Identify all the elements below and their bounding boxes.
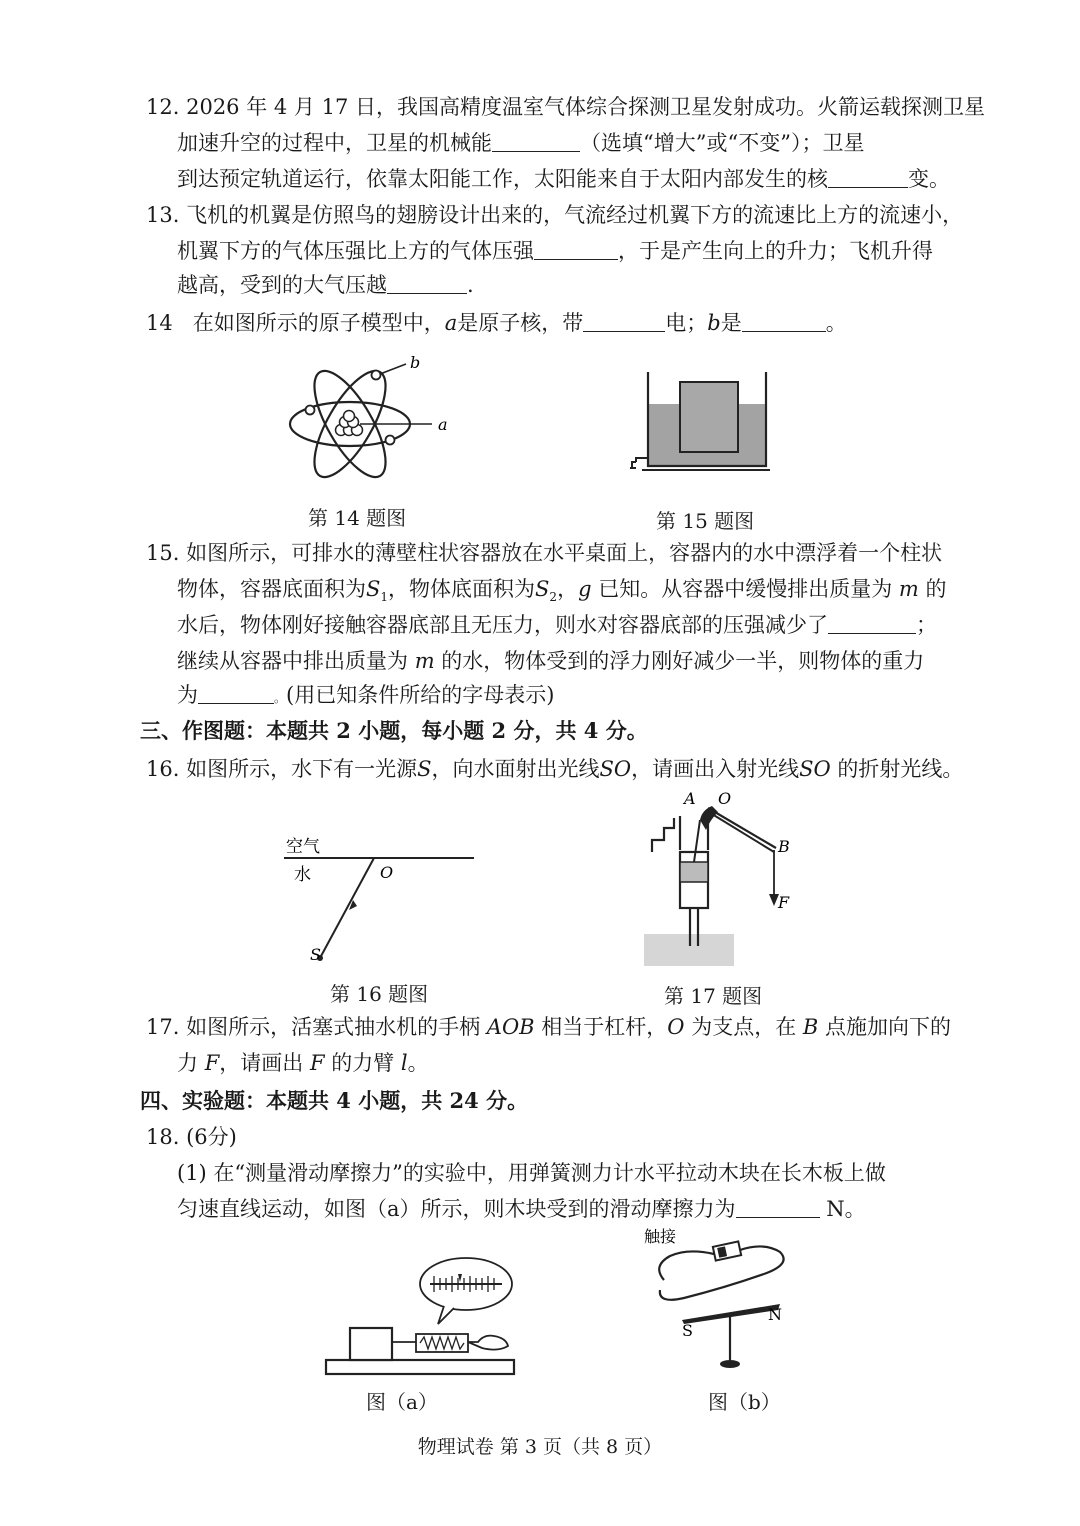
figure-a-caption: 图（a） xyxy=(366,1390,438,1414)
q12-line1: 12. 2026 年 4 月 17 日，我国高精度温室气体综合探测卫星发射成功。火箭运载探测卫星 xyxy=(146,95,985,119)
answer-blank[interactable] xyxy=(198,683,274,704)
pole-S-label: S xyxy=(682,1321,693,1340)
answer-blank[interactable] xyxy=(492,131,580,152)
water-pump-diagram xyxy=(640,790,800,970)
q15-line3: 水后，物体刚好接触容器底部且无压力，则水对容器底部的压强减少了 ； xyxy=(177,613,937,637)
answer-blank[interactable] xyxy=(742,311,826,332)
pole-N-label: N xyxy=(768,1305,782,1324)
q18-line2: (1) 在“测量滑动摩擦力”的实验中，用弹簧测力计水平拉动木块在长木板上做 xyxy=(177,1161,886,1185)
refraction-diagram xyxy=(280,834,480,964)
figure-14-caption: 第 14 题图 xyxy=(308,506,407,530)
q14-line1: 14 在如图所示的原子模型中，a是原子核，带 电；b是 。 xyxy=(146,311,847,335)
q14-number: 14 xyxy=(146,311,173,335)
point-S-label: S xyxy=(310,945,321,964)
force-F-label: F xyxy=(778,893,790,912)
q15-line1: 15. 如图所示，可排水的薄壁柱状容器放在水平桌面上，容器内的水中漂浮着一个柱状 xyxy=(146,541,943,565)
point-O-label: O xyxy=(380,863,394,882)
q15-line4: 继续从容器中排出质量为 m 的水，物体受到的浮力刚好减少一半，则物体的重力 xyxy=(177,649,925,673)
water-label: 水 xyxy=(294,865,311,885)
point-A-label: A xyxy=(684,789,696,808)
answer-blank[interactable] xyxy=(828,167,908,188)
q17-line1: 17. 如图所示，活塞式抽水机的手柄 AOB 相当于杠杆，O 为支点，在 B 点施加向下的 xyxy=(146,1015,952,1039)
q15-line5: 为 。(用已知条件所给的字母表示) xyxy=(177,683,555,707)
q17-number: 17. xyxy=(146,1015,180,1039)
friction-experiment-diagram xyxy=(326,1252,516,1378)
container-diagram xyxy=(620,372,780,477)
q12-line3: 到达预定轨道运行，依靠太阳能工作，太阳能来自于太阳内部发生的核 变。 xyxy=(177,167,950,191)
air-label: 空气 xyxy=(286,837,320,857)
answer-blank[interactable] xyxy=(583,311,665,332)
point-B-label: B xyxy=(778,837,790,856)
label-b: b xyxy=(410,353,421,372)
section-4-heading: 四、实验题：本题共 4 小题，共 24 分。 xyxy=(140,1088,529,1113)
answer-blank[interactable] xyxy=(828,613,916,634)
figure-15-caption: 第 15 题图 xyxy=(656,509,755,533)
q13-number: 13. xyxy=(146,203,180,227)
q13-line2: 机翼下方的气体压强比上方的气体压强 ，于是产生向上的升力；飞机升得 xyxy=(177,239,933,263)
answer-blank[interactable] xyxy=(534,239,618,260)
figure-17-caption: 第 17 题图 xyxy=(664,984,763,1008)
q13-line3: 越高，受到的大气压越 . xyxy=(177,273,474,297)
q18-line1: 18. (6分) xyxy=(146,1125,237,1149)
touch-label: 触接 xyxy=(644,1227,677,1246)
q17-line2: 力 F，请画出 F 的力臂 l。 xyxy=(177,1051,429,1075)
figure-16-caption: 第 16 题图 xyxy=(330,982,429,1006)
q15-line2: 物体，容器底面积为$S_1$，物体底面积为$S_2$，g 已知。从容器中缓慢排出质量为 m 的 xyxy=(177,577,947,605)
compass-wire-diagram xyxy=(644,1227,814,1372)
q12-line2: 加速升空的过程中，卫星的机械能 （选填“增大”或“不变”）；卫星 xyxy=(177,131,865,155)
label-a: a xyxy=(438,415,448,434)
q15-number: 15. xyxy=(146,541,180,565)
q16-line1: 16. 如图所示，水下有一光源S，向水面射出光线SO，请画出入射光线SO 的折射光线。 xyxy=(146,757,964,781)
answer-blank[interactable] xyxy=(736,1197,820,1218)
q16-number: 16. xyxy=(146,757,180,781)
atom-model-diagram xyxy=(290,353,460,495)
q18-line3: 匀速直线运动，如图（a）所示，则木块受到的滑动摩擦力为 N。 xyxy=(177,1197,866,1221)
point-O-label: O xyxy=(718,789,732,808)
q18-number: 18. xyxy=(146,1125,180,1149)
q12-number: 12. xyxy=(146,95,180,119)
figure-b-caption: 图（b） xyxy=(708,1390,781,1414)
page-footer: 物理试卷 第 3 页（共 8 页） xyxy=(417,1436,663,1458)
q13-line1: 13. 飞机的机翼是仿照鸟的翅膀设计出来的，气流经过机翼下方的流速比上方的流速小， xyxy=(146,203,964,227)
answer-blank[interactable] xyxy=(387,273,467,294)
section-3-heading: 三、作图题：本题共 2 小题，每小题 2 分，共 4 分。 xyxy=(140,718,648,743)
